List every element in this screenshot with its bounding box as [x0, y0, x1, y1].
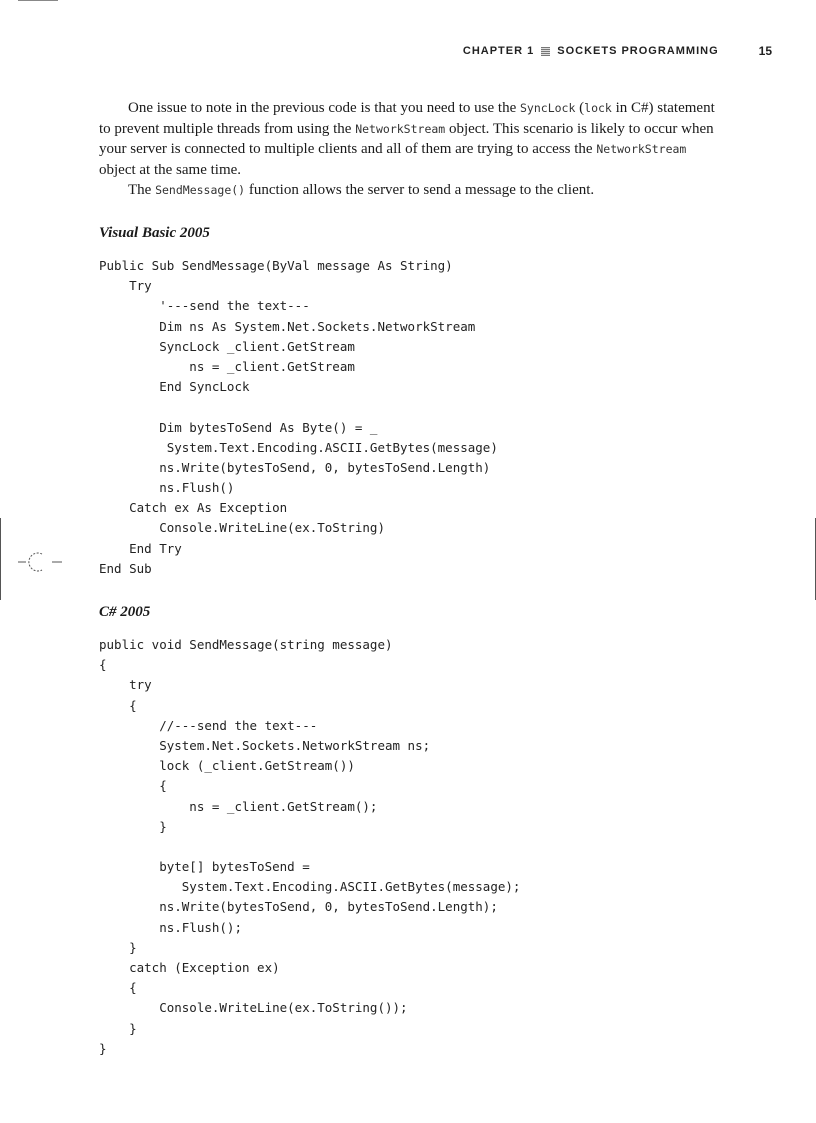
- code-line: Public Sub SendMessage(ByVal message As String): [99, 258, 453, 273]
- text-run: in C#) statement to prevent multiple threads from using the: [99, 100, 715, 137]
- chapter-label: CHAPTER 1: [462, 45, 535, 57]
- trim-edge-left: [0, 518, 1, 600]
- cs-heading: C# 2005: [99, 604, 151, 620]
- text-run: One issue to note in the previous code is that you need to use the: [128, 100, 520, 116]
- code-line: try: [99, 677, 152, 693]
- text-run: The: [128, 182, 156, 198]
- code-line: byte[] bytesToSend =: [99, 859, 310, 875]
- inline-code: lock: [584, 101, 612, 115]
- inline-code: NetworkStream: [355, 121, 446, 136]
- section-title: SOCKETS PROGRAMMING: [557, 45, 719, 57]
- inline-code: SendMessage(): [155, 183, 246, 197]
- separator-box-icon: [541, 47, 550, 56]
- code-line: lock (_client.GetStream()): [99, 758, 355, 774]
- inline-code: NetworkStream: [596, 142, 687, 156]
- code-line: }: [99, 939, 137, 955]
- code-line: Catch ex As Exception: [99, 500, 288, 516]
- code-line: Dim ns As System.Net.Sockets.NetworkStream: [99, 318, 476, 334]
- code-line: {: [99, 980, 137, 996]
- body-text: [99, 98, 719, 201]
- code-line: }: [99, 818, 167, 834]
- page-number: 15: [758, 44, 772, 58]
- code-line: [99, 397, 498, 417]
- crop-mark-top: [18, 0, 58, 1]
- code-line: ns.Write(bytesToSend, 0, bytesToSend.Length);: [99, 899, 498, 915]
- code-line: End SyncLock: [99, 379, 250, 395]
- code-line: {: [99, 778, 167, 794]
- vb-heading: Visual Basic 2005: [99, 225, 210, 241]
- registration-mark-icon: [18, 548, 62, 576]
- code-line: }: [99, 1040, 107, 1056]
- cs-code-listing: [99, 635, 520, 1059]
- code-line: }: [99, 1020, 137, 1036]
- code-line: public void SendMessage(string message): [99, 637, 393, 652]
- code-line: Console.WriteLine(ex.ToString());: [99, 1000, 408, 1016]
- code-line: ns = _client.GetStream: [99, 358, 355, 374]
- code-line: Console.WriteLine(ex.ToString): [99, 520, 385, 536]
- inline-code: SyncLock: [520, 101, 576, 115]
- code-line: System.Text.Encoding.ASCII.GetBytes(message);: [99, 879, 521, 895]
- code-line: End Try: [99, 540, 182, 556]
- code-line: {: [99, 657, 107, 673]
- code-line: '---send the text---: [99, 298, 310, 314]
- code-line: Dim bytesToSend As Byte() = _: [99, 419, 378, 435]
- text-run: object at the same time.: [99, 161, 242, 178]
- text-run: object. This scenario is likely to occur when your server is connected to multiple clients and all of them are trying to access the: [99, 120, 714, 157]
- code-line: System.Net.Sockets.NetworkStream ns;: [99, 737, 431, 753]
- code-line: ns.Write(bytesToSend, 0, bytesToSend.Length): [99, 459, 491, 475]
- text-run: function allows the server to send a message to the client.: [245, 182, 595, 198]
- code-line: ns.Flush(): [99, 480, 235, 496]
- code-line: Try: [99, 278, 152, 294]
- text-run: (: [575, 100, 585, 116]
- code-line: [99, 837, 520, 857]
- code-line: SyncLock _client.GetStream: [99, 338, 355, 354]
- code-line: catch (Exception ex): [99, 960, 280, 975]
- paragraph: [99, 98, 719, 180]
- code-line: ns.Flush();: [99, 919, 242, 935]
- paragraph: [99, 180, 719, 201]
- code-line: ns = _client.GetStream();: [99, 798, 378, 814]
- code-line: //---send the text---: [99, 717, 318, 733]
- running-head: [463, 44, 772, 58]
- vb-code-listing: [99, 256, 498, 579]
- code-line: {: [99, 697, 137, 713]
- code-line: System.Text.Encoding.ASCII.GetBytes(message): [99, 439, 498, 455]
- code-line: End Sub: [99, 560, 152, 576]
